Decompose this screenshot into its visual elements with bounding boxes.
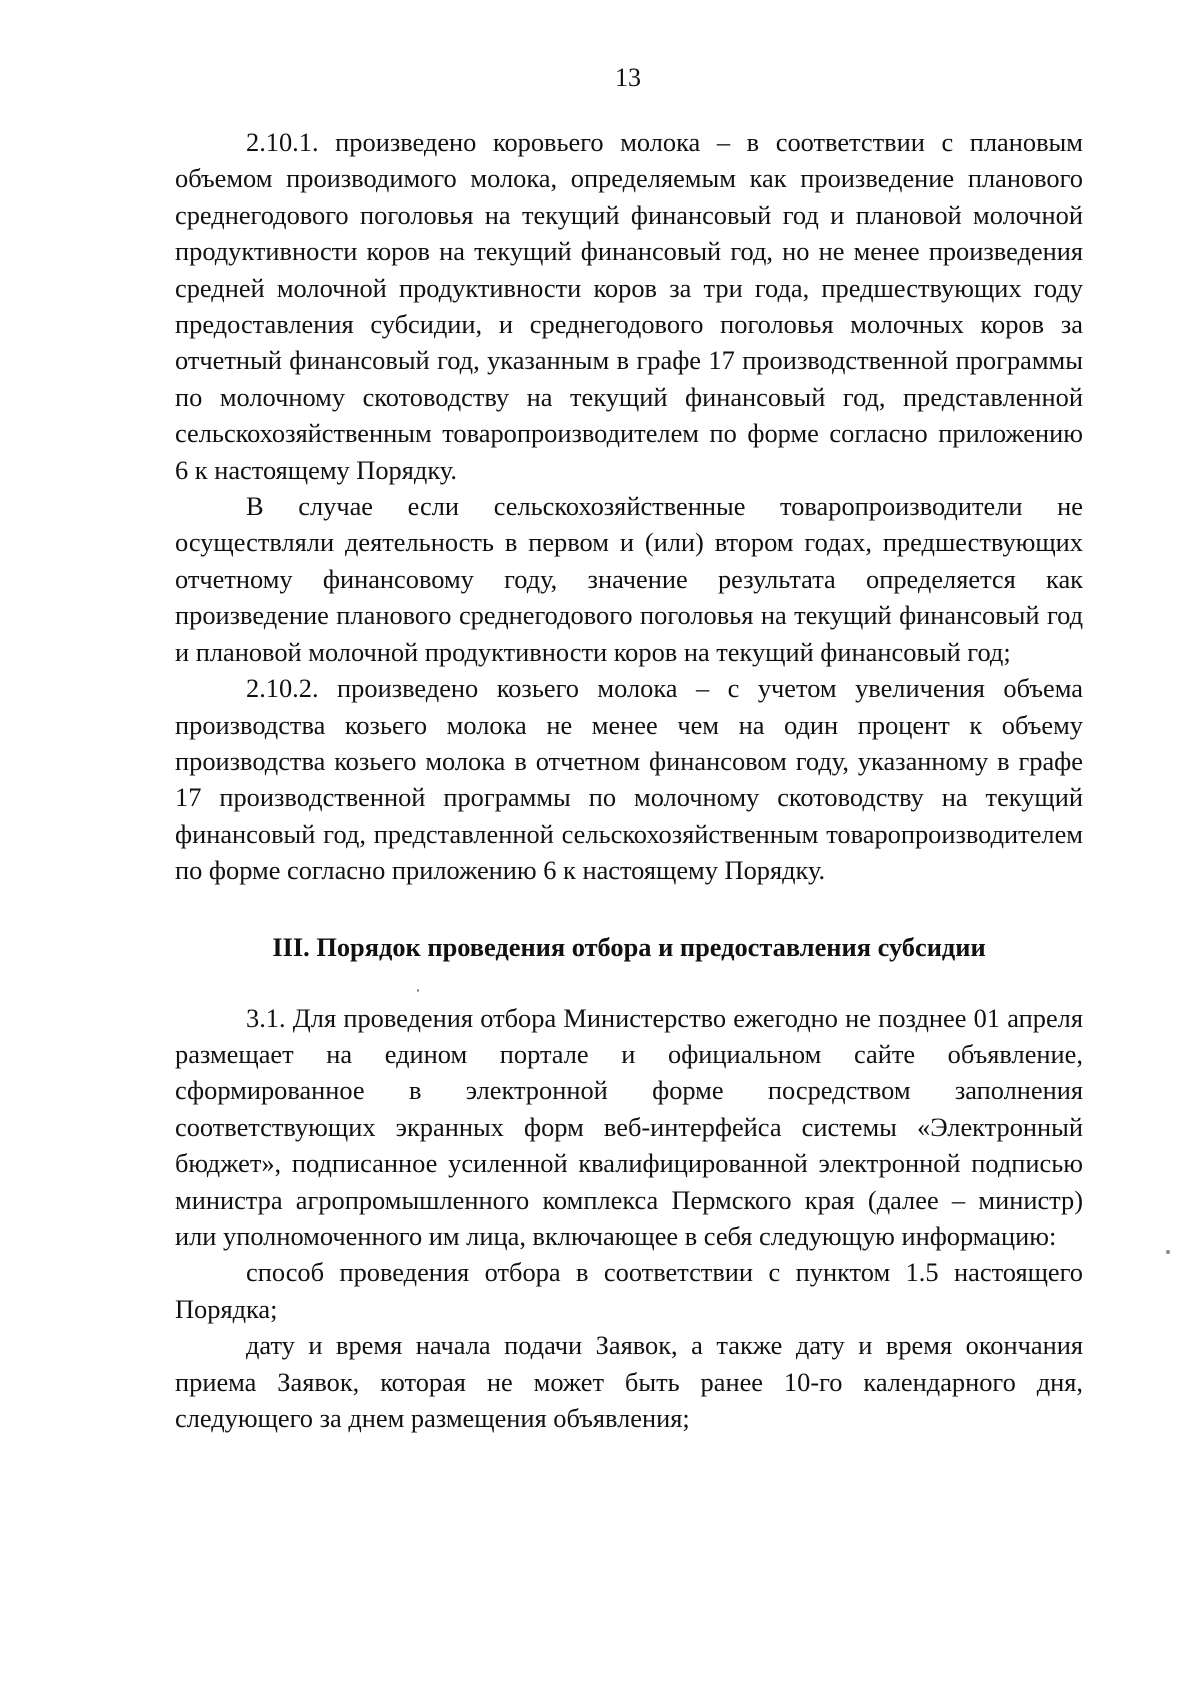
paragraph-2-10-2: 2.10.2. произведено козьего молока – с учетом увеличения объема производства козьего молока не менее чем на один процент к объему производства козьего молока в отчетном финансовом году, указанному в графе 17 производственной программы по молочному скотоводству на текущий финансовый год, представленной сельскохозяйственным товаропроизводителем по форме согласно приложению 6 к настоящему Порядку. xyxy=(175,673,1083,886)
paragraph-2-10-1: 2.10.1. произведено коровьего молока – в соответствии с плановым объемом производимого молока, определяемым как произведение планового среднегодового поголовья на текущий финансовый год и плановой молочной продуктивности коров на текущий финансовый год, но не менее произведения средней молочной продуктивности коров за три года, предшествующих году предоставления субсидии, и среднегодового поголовья молочных коров за отчетный финансовый год, указанным в графе 17 производственной программы по молочному скотоводству на текущий финансовый год, представленной сельскохозяйственным товаропроизводителем по форме согласно приложению 6 к настоящему Порядку. xyxy=(175,127,1083,485)
section-heading: III. Порядок проведения отбора и предоставления субсидии xyxy=(272,931,986,962)
paragraph-3-1: 3.1. Для проведения отбора Министерство ежегодно не позднее 01 апреля размещает на едином портале и официальном сайте объявление, сформированное в электронной форме посредством заполнения соответствующих экранных форм веб-интерфейса системы «Электронный бюджет», подписанное усиленной квалифицированной электронной подписью министра агропромышленного комплекса Пермского края (далее – министр) или уполномоченного им лица, включающее в себя следующую информацию: xyxy=(175,1002,1083,1251)
scan-dot-mark xyxy=(1166,1250,1170,1254)
paragraph-exception-case: В случае если сельскохозяйственные товаропроизводители не осуществляли деятельность в первом и (или) втором годах, предшествующих отчетному финансовому году, значение результата определяется как произведение планового среднегодового поголовья на текущий финансовый год и плановой молочной продуктивности коров на текущий финансовый год; xyxy=(175,491,1083,667)
document-body xyxy=(175,124,1083,1436)
page-number: 13 xyxy=(615,63,641,92)
paragraph-selection-method: способ проведения отбора в соответствии с пунктом 1.5 настоящего Порядка; xyxy=(175,1257,1083,1324)
paragraph-application-dates: дату и время начала подачи Заявок, а также дату и время окончания приема Заявок, которая не может быть ранее 10-го календарного дня, следующего за днем размещения объявления; xyxy=(175,1330,1083,1433)
scan-speck-mark xyxy=(417,989,419,992)
